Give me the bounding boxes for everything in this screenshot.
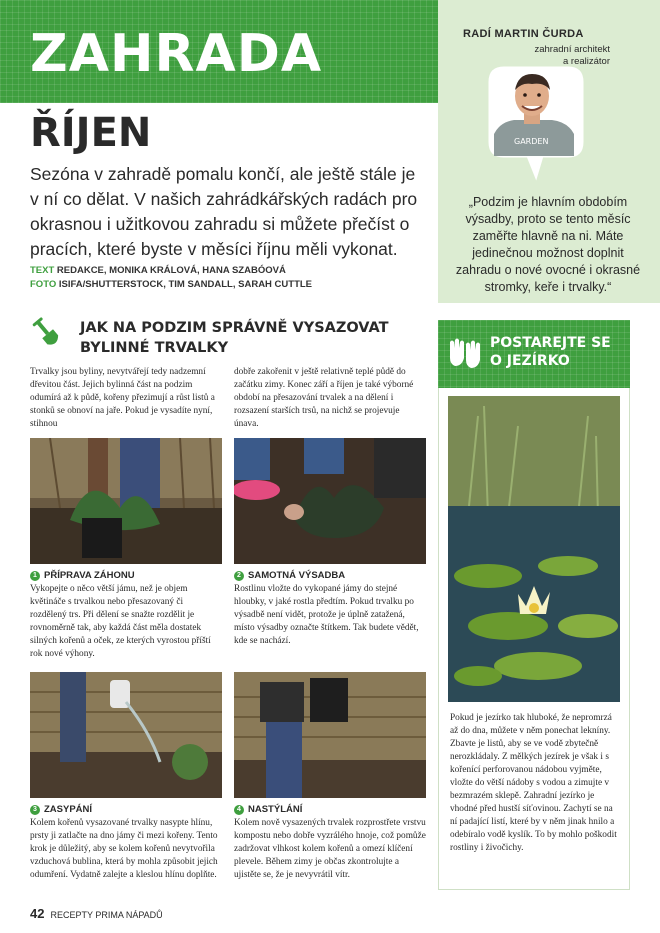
step-4-title: NASTÝLÁNÍ [248, 804, 303, 815]
step-2-number: 2 [234, 571, 244, 581]
step-photo-2 [234, 438, 426, 564]
step-1 [30, 570, 222, 661]
section-title: ZAHRADA [30, 24, 323, 84]
step-photo-1 [30, 438, 222, 564]
lead-paragraph: Sezóna v zahradě pomalu končí, ale ještě stále je v ní co dělat. V našich zahrádkářských radách pro okrasnou i užitkovou zahradu si můžete přečíst o pracích, které byste v měsíci říjnu měli vykonat. [30, 164, 418, 259]
step-3-number: 3 [30, 805, 40, 815]
step-4-number: 4 [234, 805, 244, 815]
advisor-name: RADÍ MARTIN ČURDA [463, 28, 584, 40]
advisor-quote: „Podzim je hlavním obdobím výsadby, proto se tento měsíc zaměřte hlavně na ni. Máte jedinečnou možnost doplnit zahradu o nové ovocné i okrasné stromky, keře i trvalky.“ [455, 195, 641, 294]
credits-text-key: TEXT [30, 265, 55, 276]
step-3 [30, 804, 222, 882]
pond-text: Pokud je jezírko tak hluboké, že nepromrzá až do dna, můžete v něm ponechat lekníny. Zbavte je listů, aby se ve vodě zbytečně nerozkládaly. Z mělkých jezírek je však i s kořenící perforovanou nádobou vyjměte, vložte do větší nádoby s vodou a zimujte v bezmrazém sklepě. Zahradní jezírko je vhodné před hustší síťovinou. Zachytí se na ní padající listí, které by v něm jinak hnilo a odebíralo vodě kyslík. To by mohlo poškodit rostliny i živočichy. [450, 713, 617, 853]
pond-photo [448, 396, 620, 702]
credits-foto: ISIFA/SHUTTERSTOCK, TIM SANDALL, SARAH CUTTLE [58, 279, 313, 290]
step-1-title: PŘÍPRAVA ZÁHONU [44, 570, 135, 581]
advisor-role-line1: zahradní architekt [534, 44, 610, 55]
step-photo-3 [30, 672, 222, 798]
page-footer [30, 906, 163, 921]
gloves-icon [446, 336, 484, 370]
step-1-number: 1 [30, 571, 40, 581]
step-1-text: Vykopejte o něco větší jámu, než je objem květináče s trvalkou nebo přesazovaný či rozdělený trs. Při dělení se snažte rozdělit je rovnoměrně tak, aby každá část měla dostatek silných kořenů a oček, ze kterých vyrostou příští rok nové výhony. [30, 584, 211, 659]
step-4 [234, 804, 426, 882]
step-3-text: Kolem kořenů vysazované trvalky nasypte hlínu, prsty ji zatlačte na dno jámy či mezi kořeny. Tento krok je důležitý, aby se kolem kořenů nevytvořila vzduchová bublina, která by mohla způsobit jejich odumření. Vydatně zalejte a kleslou hlínu doplňte. [30, 818, 218, 880]
month-title: ŘÍJEN [30, 110, 152, 156]
step-2-title: SAMOTNÁ VÝSADBA [248, 570, 346, 581]
credits [30, 264, 312, 292]
step-photo-4 [234, 672, 426, 798]
step-4-text: Kolem nově vysazených trvalek rozprostřete vrstvu kompostu nebo dobře vyzrálého hnoje, což pomůže zadržovat vlhkost kolem kořenů a omezí klíčení plevele. Během zimy je občas zkontrolujte a ujistěte se, že je nevyvrátil vítr. [234, 818, 426, 880]
advisor-role-line2: a realizátor [563, 56, 610, 67]
shirt-text: GARDEN [514, 137, 549, 146]
page-number: 42 [30, 906, 45, 921]
step-2 [234, 570, 426, 648]
magazine-name: RECEPTY PRIMA NÁPADŮ [50, 910, 163, 920]
credits-text: REDAKCE, MONIKA KRÁLOVÁ, HANA SZABÓOVÁ [56, 265, 286, 276]
shovel-icon [30, 316, 64, 350]
intro-column-2: dobře zakořenit v ještě relativně teplé půdě do začátku zimy. Konec září a říjen je také výborné období na přesazování trvalek a na dělení i rozsazení starších trsů, na nichž se projevuje únava. [234, 367, 414, 429]
credits-foto-key: FOTO [30, 279, 57, 290]
step-3-title: ZASYPÁNÍ [44, 804, 93, 815]
step-2-text: Rostlinu vložte do vykopané jámy do stejné hloubky, v jaké rostla předtím. Pokud trvalku po výsadbě není vidět, protože je úplně zatažená, místo výsadby označte štítkem. Tak budete vědět, kde se nachází. [234, 584, 419, 646]
pond-title: POSTAREJTE SE O JEZÍRKO [490, 335, 611, 369]
article-title: JAK NA PODZIM SPRÁVNĚ VYSAZOVAT BYLINNÉ TRVALKY [80, 320, 389, 356]
advisor-portrait [470, 62, 590, 182]
intro-column-1: Trvalky jsou byliny, nevytvářejí tedy nadzemní dřevitou část. Jejich bylinná část na podzim odumírá až k půdě, kořeny přezimují a růst listů a stonků se obnoví na jaře. Pokud je vysadíte nyní, stihnou [30, 367, 215, 429]
